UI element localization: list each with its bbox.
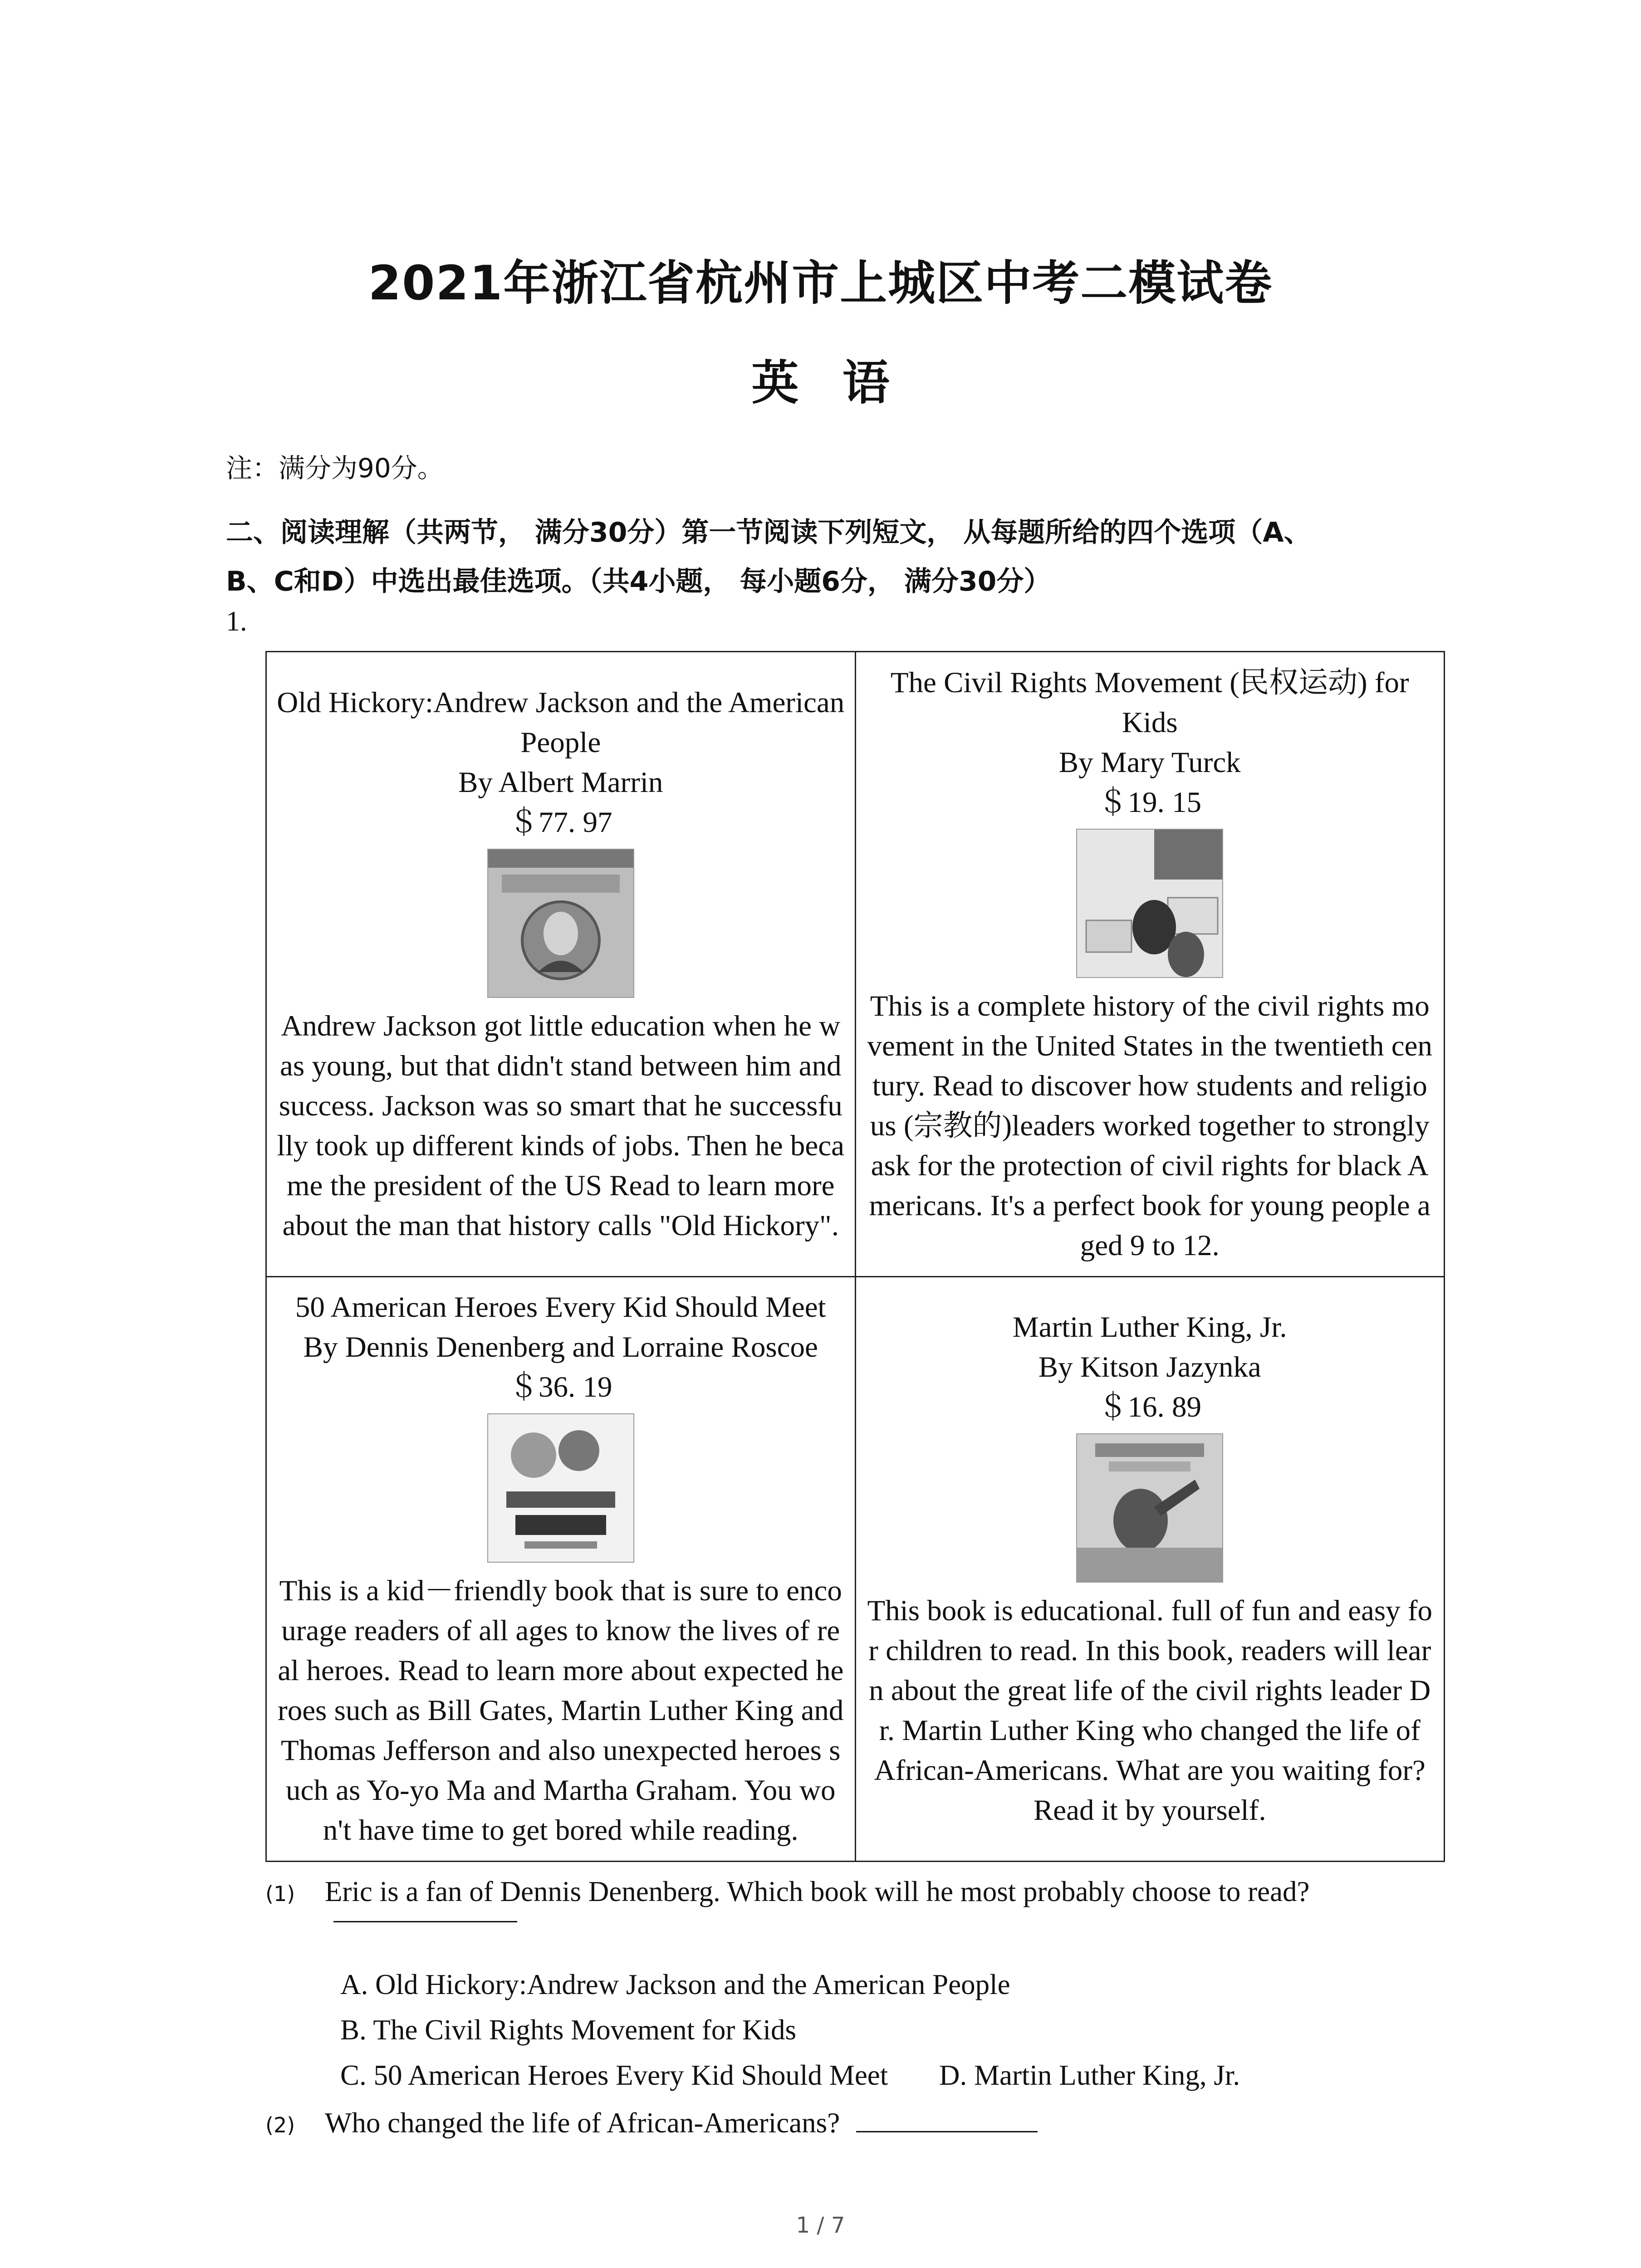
option-a[interactable]: A. Old Hickory:Andrew Jackson and the American People <box>340 1969 1010 2000</box>
book-cell-4 <box>855 1276 1445 1861</box>
book-table <box>265 651 1445 1862</box>
book-title: 50 American Heroes Every Kid Should Meet <box>295 1291 826 1324</box>
photo-collage-cover-illustration <box>1077 830 1222 977</box>
book-cover-image <box>1076 1433 1223 1583</box>
book-cell-3 <box>266 1276 856 1861</box>
book-price: ＄77. 97 <box>509 806 612 839</box>
heroes-cover-illustration <box>488 1414 633 1562</box>
book-cover-image <box>487 1413 634 1563</box>
book-price: ＄36. 19 <box>509 1371 612 1404</box>
book-author: By Mary Turck <box>1058 746 1241 779</box>
book-cover-image <box>1076 829 1223 978</box>
option-c[interactable]: C. 50 American Heroes Every Kid Should Meet <box>340 2059 888 2091</box>
question-mark: (1) <box>265 1882 295 1906</box>
question-text: Who changed the life of African-Americans? <box>324 2107 840 2139</box>
book-price: ＄16. 89 <box>1098 1391 1201 1424</box>
question-2 <box>265 2100 1445 2148</box>
question-1 <box>265 1869 1445 1916</box>
book-row <box>266 1276 1445 1861</box>
answer-blank[interactable] <box>856 2126 1038 2132</box>
book-description: Andrew Jackson got little education when he was young, but that didn't stand between him and success. Jackson was so smart that he successfully took up different kinds of jobs. Then he became the president of the US Read to learn more about the man that history calls "Old Hickory". <box>277 1009 844 1242</box>
question-text: Eric is a fan of Dennis Denenberg. Which book will he most probably choose to read? <box>324 1876 1310 1907</box>
speech-cover-illustration <box>1077 1434 1222 1582</box>
book-author: By Kitson Jazynka <box>1038 1351 1261 1384</box>
portrait-cover-illustration <box>488 850 633 997</box>
book-description: This book is educational. full of fun and easy for children to read. In this book, readers will learn about the great life of the civil rights leader Dr. Martin Luther King who changed the life of African-Americans. What are you waiting for?Read it by yourself. <box>867 1594 1433 1827</box>
section-instructions <box>226 508 1451 606</box>
book-author: By Albert Marrin <box>458 766 663 799</box>
question-mark: (2) <box>265 2113 295 2137</box>
section-line-2: B、C和D）中选出最佳选项。（共4小题， 每小题6分， 满分30分） <box>226 566 1051 597</box>
subject-title: 英 语 <box>751 355 890 411</box>
option-d[interactable]: D. Martin Luther King, Jr. <box>939 2059 1240 2091</box>
book-title: Old Hickory:Andrew Jackson and the American People <box>277 686 845 759</box>
page-number: 1 / 7 <box>796 2213 845 2238</box>
book-price: ＄19. 15 <box>1098 786 1201 819</box>
book-cell-1 <box>266 652 856 1277</box>
book-row <box>266 652 1445 1277</box>
book-author: By Dennis Denenberg and Lorraine Roscoe <box>303 1331 818 1364</box>
exam-title: 2021年浙江省杭州市上城区中考二模试卷 <box>368 255 1273 311</box>
answer-blank[interactable] <box>333 1916 517 1925</box>
book-description: This is a kid－friendly book that is sure to encourage readers of all ages to know the lives of real heroes. Read to learn more about expected heroes such as Bill Gates, Martin Luther King and Thomas Jefferson and also unexpected heroes such as Yo-yo Ma and Martha Graham. You won't have time to get bored while reading. <box>278 1574 844 1847</box>
book-cell-2 <box>855 652 1445 1277</box>
book-cover-image <box>487 849 634 998</box>
section-line-1: 二、阅读理解（共两节， 满分30分）第一节阅读下列短文， 从每题所给的四个选项（A、 <box>226 517 1311 548</box>
book-title: Martin Luther King, Jr. <box>1012 1311 1287 1344</box>
score-note: 注：满分为90分。 <box>226 453 444 484</box>
question-number: 1. <box>226 606 247 637</box>
book-description: This is a complete history of the civil rights movement in the United States in the twentieth century. Read to discover how students and religious (宗教的)leaders worked together to strongly ask for the protection of civil rights for black Americans. It's a perfect book for young people aged 9 to 12. <box>867 989 1432 1262</box>
book-title: The Civil Rights Movement (民权运动) for Kids <box>890 666 1409 739</box>
option-b[interactable]: B. The Civil Rights Movement for Kids <box>340 2014 797 2046</box>
